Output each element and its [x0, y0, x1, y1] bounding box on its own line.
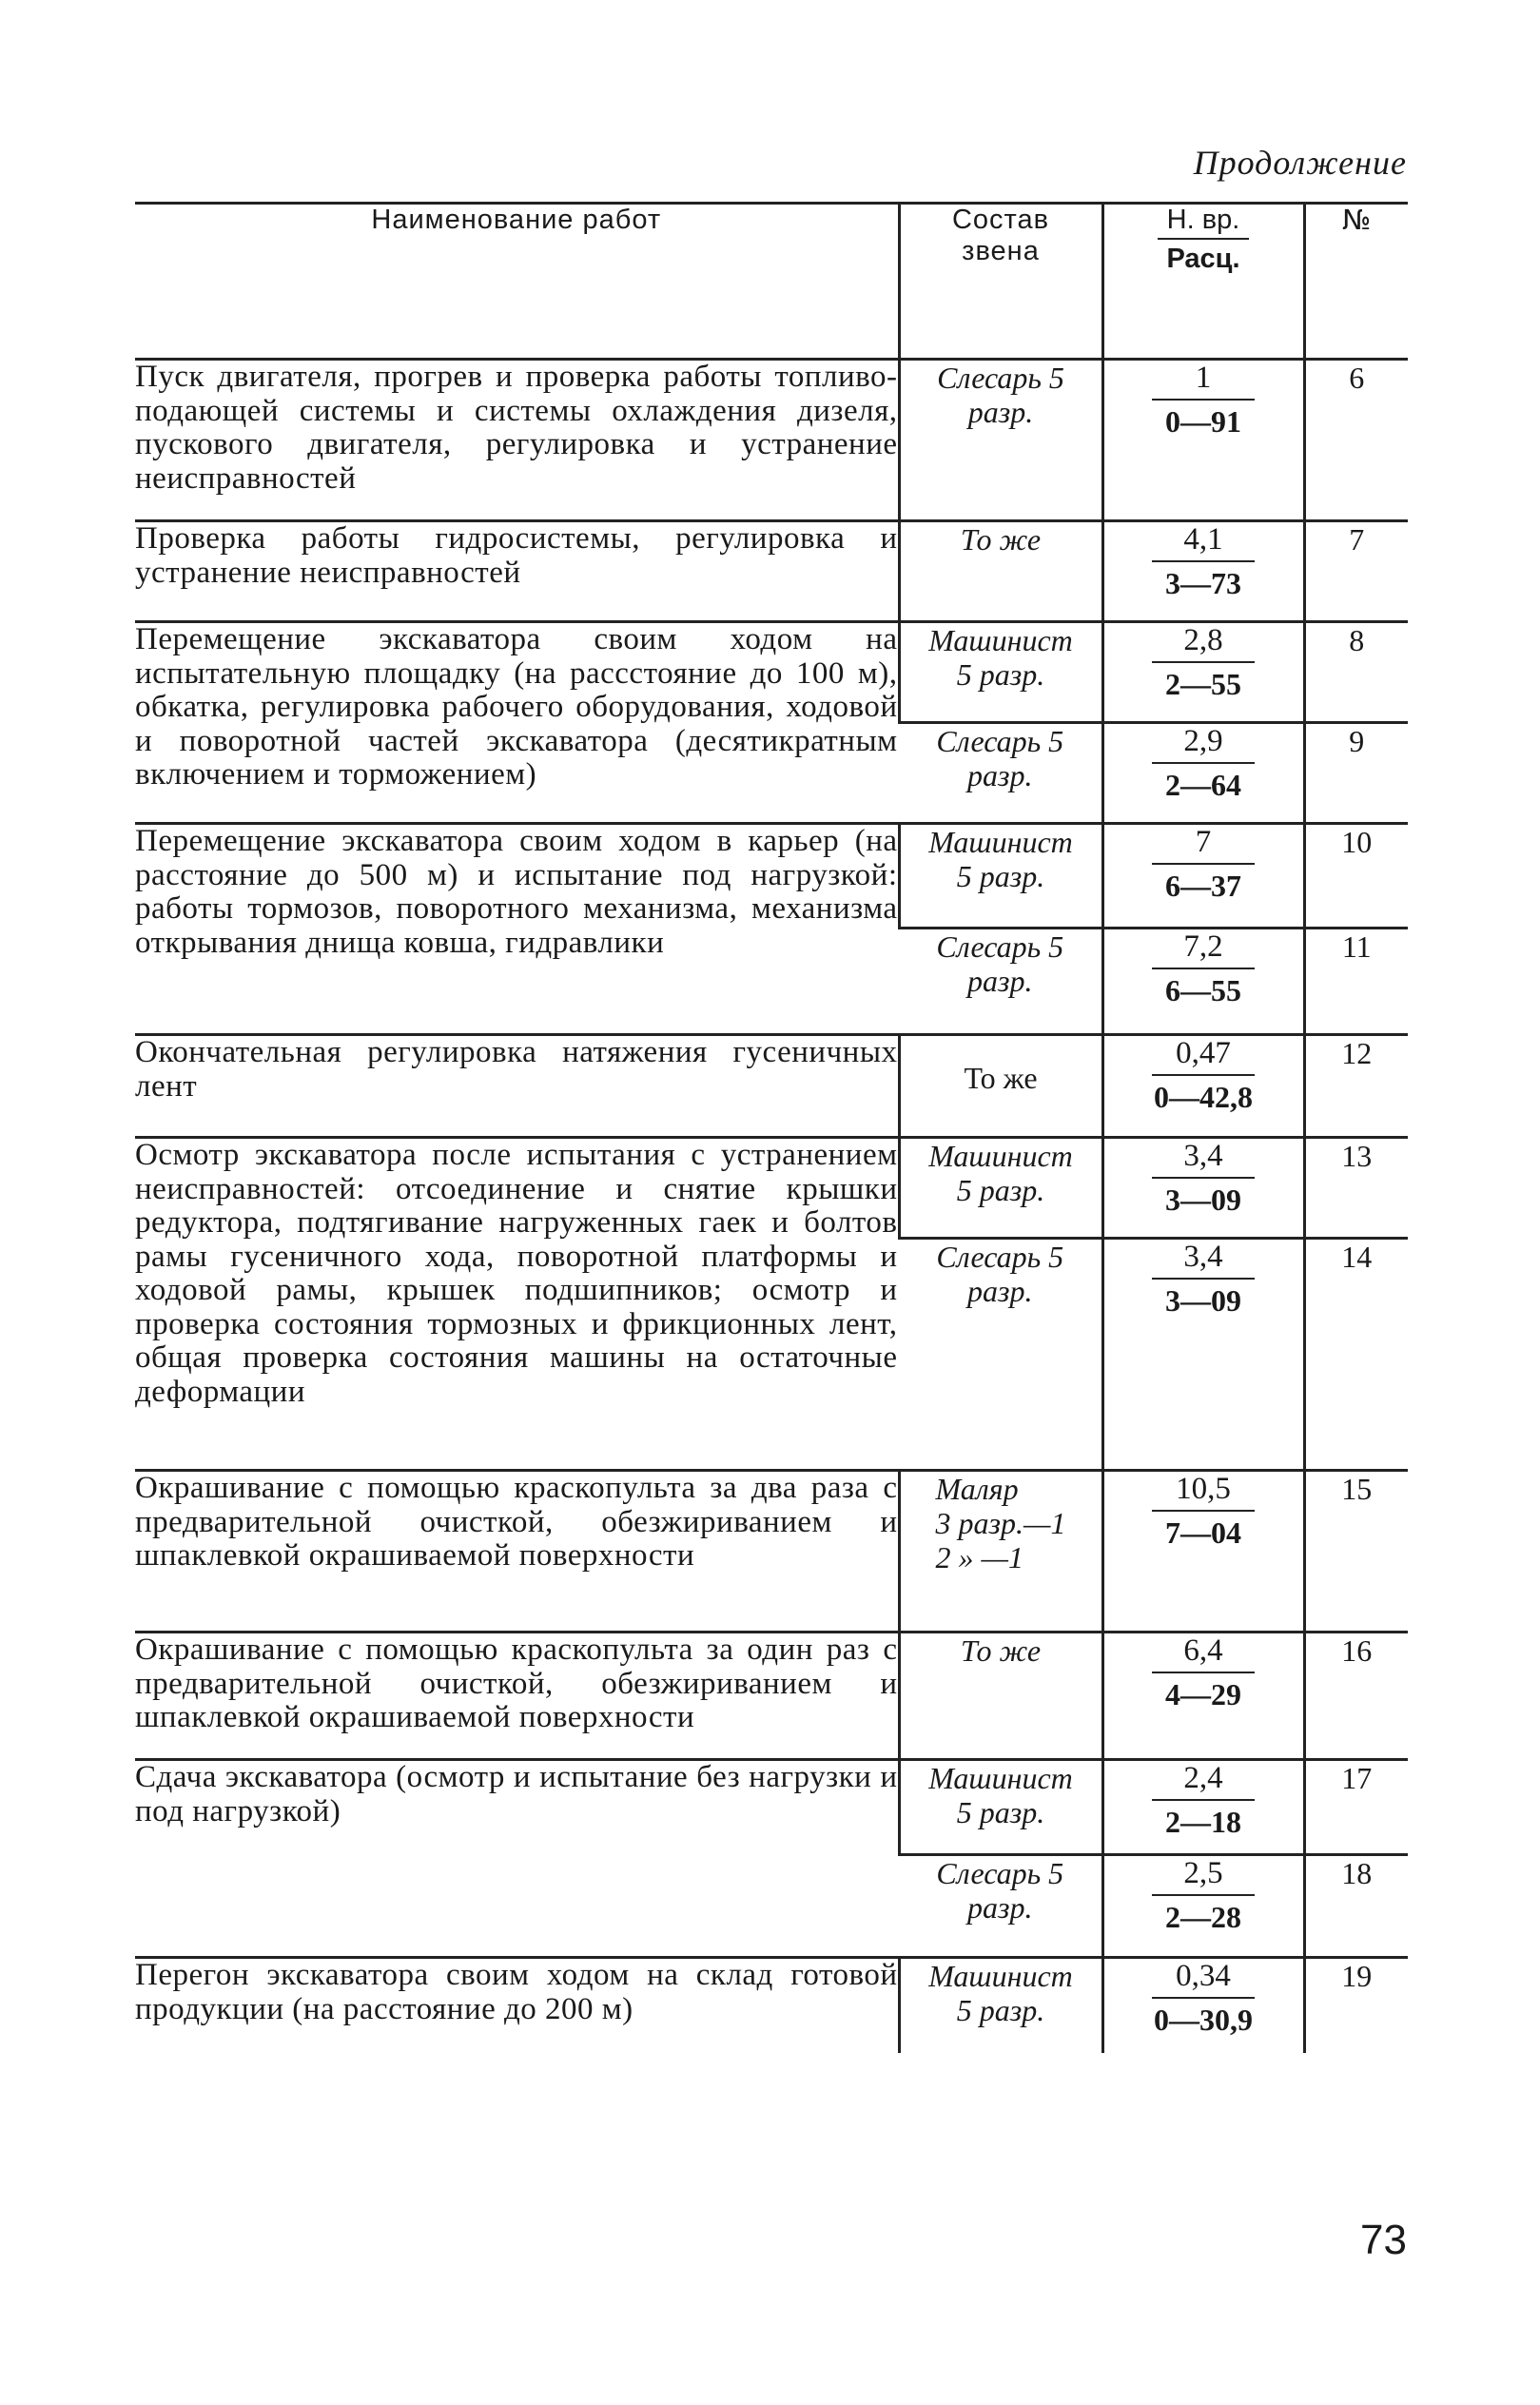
norm-fraction: [1152, 1036, 1255, 1115]
norm-time-value: 0,47: [1152, 1036, 1255, 1076]
row-number: 7: [1304, 521, 1408, 622]
crew-cell: [899, 1958, 1102, 2053]
rate-value: 3—09: [1165, 1283, 1241, 1318]
norm-rate-cell: [1102, 1855, 1304, 1958]
norm-fraction: [1152, 1472, 1255, 1551]
norm-fraction: [1152, 361, 1255, 440]
norm-fraction: [1152, 623, 1255, 702]
header-norm-time: Н. вр.: [1158, 205, 1250, 240]
row-number: 13: [1304, 1138, 1408, 1239]
crew-cell: [899, 929, 1102, 1035]
table-header-row: [135, 204, 1408, 360]
table-row: [135, 622, 1408, 723]
crew-text: Машинист 5 разр.: [928, 825, 1073, 893]
header-crew: [899, 204, 1102, 360]
work-name-cell: Пуск двигателя, прогрев и проверка работы топливо-подающей системы и системы охлаждения дизеля, пускового двигателя, регулировка и устранение неисправностей: [135, 360, 899, 521]
norm-fraction: [1152, 1633, 1255, 1712]
norm-rate-cell: [1102, 929, 1304, 1035]
table-row: [135, 1958, 1408, 2053]
crew-text: Слесарь 5 разр.: [936, 1240, 1064, 1308]
crew-cell: [899, 360, 1102, 521]
row-number: 9: [1304, 723, 1408, 824]
norm-fraction: [1152, 825, 1255, 904]
row-number: 17: [1304, 1760, 1408, 1855]
rate-value: 6—37: [1165, 869, 1241, 903]
norm-time-value: 3,4: [1152, 1240, 1255, 1280]
work-name-cell: Окончательная регулировка натяжения гусеничных лент: [135, 1035, 899, 1138]
norm-fraction: [1152, 1139, 1255, 1218]
norm-time-value: 1: [1152, 361, 1255, 401]
crew-cell: [899, 1760, 1102, 1855]
row-number: 18: [1304, 1855, 1408, 1958]
crew-text: То же: [899, 521, 1102, 622]
crew-cell: [899, 1855, 1102, 1958]
work-name-cell: Перемещение экскаватора своим ходом на испытательную площадку (на расcстояние до 100 м), обкатка, регулировка рабочего оборудования, ходовой и поворотной частей экскаватора (десятикратным включением и торможением): [135, 622, 899, 824]
continued-label: Продолжение: [1193, 144, 1407, 182]
crew-text: Слесарь 5 разр.: [937, 361, 1064, 429]
norm-rate-cell: [1102, 1471, 1304, 1633]
rate-value: 0—91: [1165, 404, 1241, 439]
norm-rate-cell: [1102, 824, 1304, 929]
work-name-cell: Проверка работы гидросистемы, регулировка и устранение неисправностей: [135, 521, 899, 622]
norm-time-value: 2,4: [1152, 1761, 1255, 1801]
rate-value: 2—55: [1165, 667, 1241, 701]
norm-fraction: [1152, 1761, 1255, 1840]
work-name-cell: Перемещение экскаватора своим ходом в карьер (на расстояние до 500 м) и испытание под нагрузкой: работы тормозов, поворотного механизма, механизма открывания днища ковша, гидравлики: [135, 824, 899, 1035]
crew-text: Машинист 5 разр.: [928, 1959, 1073, 2027]
norm-time-value: 2,9: [1152, 724, 1255, 764]
header-number: №: [1304, 204, 1408, 360]
rate-value: 2—18: [1165, 1805, 1241, 1839]
crew-cell: [899, 622, 1102, 723]
norm-fraction: [1152, 1856, 1255, 1935]
norm-time-value: 10,5: [1152, 1472, 1255, 1512]
header-rate: Расц.: [1166, 244, 1240, 275]
rate-value: 0—42,8: [1154, 1080, 1253, 1114]
table-row: [135, 1138, 1408, 1239]
norm-time-value: 2,8: [1152, 623, 1255, 663]
norm-fraction: [1152, 724, 1255, 803]
crew-text: Слесарь 5 разр.: [936, 929, 1064, 998]
norm-fraction: [1152, 1959, 1255, 2038]
norm-fraction: [1152, 522, 1255, 601]
norm-time-value: 3,4: [1152, 1139, 1255, 1179]
crew-cell: [899, 1239, 1102, 1471]
rate-value: 0—30,9: [1154, 2003, 1253, 2037]
crew-cell: [899, 723, 1102, 824]
rate-value: 2—28: [1165, 1900, 1241, 1934]
norm-rate-cell: [1102, 1138, 1304, 1239]
crew-text: То же: [899, 1035, 1102, 1138]
row-number: 14: [1304, 1239, 1408, 1471]
crew-text: То же: [899, 1633, 1102, 1760]
crew-text: Слесарь 5 разр.: [936, 1856, 1064, 1925]
crew-text: Машинист 5 разр.: [928, 1139, 1073, 1207]
norm-time-value: 0,34: [1152, 1959, 1255, 1999]
work-name-cell: Осмотр экскаватора после испытания с устранением неисправностей: отсоединение и снятие крышки редуктора, подтягивание нагруженных гаек и болтов рамы гусеничного хода, поворотной платформы и ходовой рамы, крышек подшипников; осмотр и проверка состояния тормозных и фрикционных лент, общая проверка состояния машины на остаточные деформации: [135, 1138, 899, 1471]
table-row: [135, 1471, 1408, 1633]
norm-fraction: [1152, 1240, 1255, 1319]
row-number: 19: [1304, 1958, 1408, 2053]
row-number: 16: [1304, 1633, 1408, 1760]
norm-fraction: [1152, 929, 1255, 1008]
table-row: [135, 1633, 1408, 1760]
work-norms-table: [135, 202, 1408, 2053]
rate-value: 7—04: [1165, 1515, 1241, 1550]
crew-text: Маляр 3 разр.—1 2 » —1: [935, 1472, 1066, 1574]
crew-text: Машинист 5 разр.: [928, 623, 1073, 692]
rate-value: 3—73: [1165, 566, 1241, 600]
work-name-cell: Сдача экскаватора (осмотр и испытание без нагрузки и под нагрузкой): [135, 1760, 899, 1958]
norm-rate-cell: [1102, 723, 1304, 824]
rate-value: 6—55: [1165, 973, 1241, 1007]
crew-text: Слесарь 5 разр.: [936, 724, 1064, 792]
norm-rate-cell: [1102, 622, 1304, 723]
row-number: 12: [1304, 1035, 1408, 1138]
header-work-name: Наименование работ: [135, 204, 899, 360]
table-row: [135, 824, 1408, 929]
norm-time-value: 6,4: [1152, 1633, 1255, 1673]
row-number: 15: [1304, 1471, 1408, 1633]
header-fraction: [1158, 205, 1250, 276]
row-number: 10: [1304, 824, 1408, 929]
crew-cell: [899, 824, 1102, 929]
norm-rate-cell: [1102, 1239, 1304, 1471]
header-crew-label: Состав звена: [951, 205, 1050, 267]
norm-rate-cell: [1102, 1958, 1304, 2053]
rate-value: 3—09: [1165, 1183, 1241, 1217]
page-number: 73: [1360, 2217, 1407, 2263]
norm-time-value: 7,2: [1152, 929, 1255, 969]
crew-cell: [899, 1471, 1102, 1633]
header-norm-rate: [1102, 204, 1304, 360]
work-name-cell: Перегон экскаватора своим ходом на склад готовой продукции (на расстояние до 200 м): [135, 1958, 899, 2053]
table-row: [135, 1760, 1408, 1855]
table-row: [135, 1035, 1408, 1138]
work-name-cell: Окрашивание с помощью краскопульта за один раз с предварительной очисткой, обезжириванием и шпаклевкой окрашиваемой поверхности: [135, 1633, 899, 1760]
norm-time-value: 2,5: [1152, 1856, 1255, 1896]
row-number: 6: [1304, 360, 1408, 521]
norm-rate-cell: [1102, 360, 1304, 521]
rate-value: 4—29: [1165, 1677, 1241, 1711]
crew-text: Машинист 5 разр.: [928, 1761, 1073, 1829]
norm-rate-cell: [1102, 1760, 1304, 1855]
norm-time-value: 7: [1152, 825, 1255, 865]
crew-cell: [899, 1138, 1102, 1239]
work-name-cell: Окрашивание с помощью краскопульта за два раза с предварительной очисткой, обезжириванием и шпаклевкой окрашиваемой поверхности: [135, 1471, 899, 1633]
norm-rate-cell: [1102, 521, 1304, 622]
row-number: 11: [1304, 929, 1408, 1035]
table-row: [135, 521, 1408, 622]
norm-rate-cell: [1102, 1633, 1304, 1760]
norm-rate-cell: [1102, 1035, 1304, 1138]
row-number: 8: [1304, 622, 1408, 723]
table-row: [135, 360, 1408, 521]
rate-value: 2—64: [1165, 768, 1241, 802]
norm-time-value: 4,1: [1152, 522, 1255, 562]
